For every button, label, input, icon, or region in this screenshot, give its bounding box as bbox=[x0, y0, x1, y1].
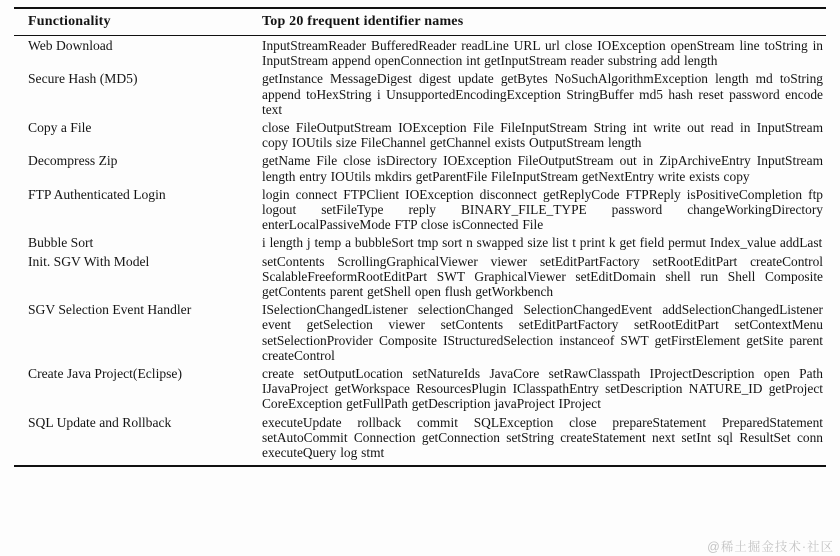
identifier-frequency-table bbox=[14, 7, 826, 467]
identifiers-cell: setContents ScrollingGraphicalViewer viewer setEditPartFactory setRootEditPart createControl ScalableFreeformRootEditPart SWT GraphicalViewer setEditDomain shell run Shell Composite getContents parent getShell open flush getWorkbench bbox=[262, 253, 823, 300]
table-row bbox=[14, 364, 826, 413]
table-row bbox=[14, 151, 826, 184]
column-header-functionality: Functionality bbox=[14, 8, 262, 36]
table-row bbox=[14, 118, 826, 151]
watermark: @稀土掘金技术·社区 bbox=[707, 540, 834, 554]
column-header-identifiers: Top 20 frequent identifier names bbox=[262, 8, 826, 36]
table-row bbox=[14, 36, 826, 70]
identifiers-cell: getName File close isDirectory IOException FileOutputStream out in ZipArchiveEntry InputStream length entry IOUtils mkdirs getParentFile FileInputStream getNextEntry write exists copy bbox=[262, 153, 823, 184]
identifiers-cell: InputStreamReader BufferedReader readLine URL url close IOException openStream line toString in InputStream append openConnection int getInputStream reader substring add length bbox=[262, 38, 823, 69]
identifiers-cell: executeUpdate rollback commit SQLException close prepareStatement PreparedStatement setAutoCommit Connection getConnection setString createStatement next setInt sql ResultSet conn executeQuery log stmt bbox=[262, 414, 823, 461]
identifiers-cell: getInstance MessageDigest digest update getBytes NoSuchAlgorithmException length md toString append toHexString i UnsupportedEncodingException StringBuffer md5 hash reset password encode text bbox=[262, 71, 823, 117]
table-row bbox=[14, 300, 826, 364]
table-header-row bbox=[14, 8, 826, 36]
table-row bbox=[14, 233, 826, 251]
identifiers-cell: ISelectionChangedListener selectionChanged SelectionChangedEvent addSelectionChangedListener event getSelection viewer setContents setEditPartFactory setRootEditPart setContextMenu setSelectionProvider Composite IStructuredSelection instanceof SWT getFirstElement getSite parent createControl bbox=[262, 302, 823, 363]
functionality-cell: Decompress Zip bbox=[28, 153, 118, 169]
functionality-cell: Copy a File bbox=[28, 120, 92, 136]
functionality-cell: Secure Hash (MD5) bbox=[28, 71, 138, 87]
table-row bbox=[14, 185, 826, 234]
functionality-cell: FTP Authenticated Login bbox=[28, 186, 166, 202]
functionality-cell: Web Download bbox=[28, 38, 113, 53]
identifiers-cell: create setOutputLocation setNatureIds JavaCore setRawClasspath IProjectDescription open Path IJavaProject getWorkspace ResourcesPlugin IClasspathEntry setDescription NATURE_ID getProject CoreException getFullPath getDescription javaProject IProject bbox=[262, 366, 823, 412]
functionality-cell: SGV Selection Event Handler bbox=[28, 302, 192, 318]
functionality-cell: Init. SGV With Model bbox=[28, 253, 150, 269]
functionality-cell: SQL Update and Rollback bbox=[28, 414, 172, 430]
identifiers-cell: close FileOutputStream IOException File FileInputStream String int write out read in InputStream copy IOUtils size FileChannel getChannel exists OutputStream length bbox=[262, 120, 823, 151]
functionality-cell: Create Java Project(Eclipse) bbox=[28, 366, 182, 382]
table-row bbox=[14, 69, 826, 118]
identifiers-cell: i length j temp a bubbleSort tmp sort n swapped size list t print k get field permut Index_value addLast bbox=[262, 235, 823, 251]
paper-table bbox=[14, 7, 826, 467]
table-row bbox=[14, 413, 826, 467]
identifiers-cell: login connect FTPClient IOException disconnect getReplyCode FTPReply isPositiveCompletion ftp logout setFileType reply BINARY_FILE_TYPE password changeWorkingDirectory enterLocalPassiveMode FTP close isConnected File bbox=[262, 186, 823, 233]
functionality-cell: Bubble Sort bbox=[28, 235, 94, 251]
table-row bbox=[14, 252, 826, 301]
